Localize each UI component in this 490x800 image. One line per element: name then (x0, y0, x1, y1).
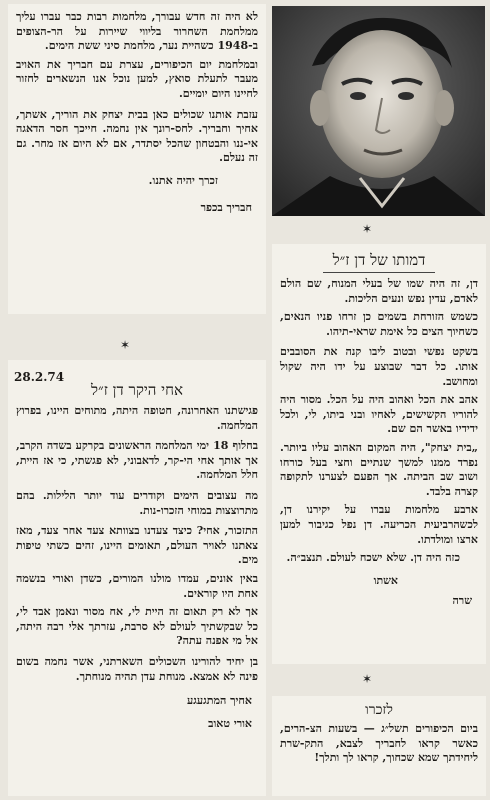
paragraph: כשמש הזורחת בשמים כן זרחו פניו הנאים, כשחיוך הצים כל אימת שראי-תיהו. (280, 310, 478, 338)
paragraph: ארבע מלחמות עברו על יקירנו דן, לכשהרביעית הכריעה. דן נפל כגיבור למען ארצו ומולדתו. (280, 503, 478, 546)
paragraph: כזה היה דן. שלא ישכח לעולם. תנצב״ה. (286, 551, 460, 565)
paragraph: אהב את הכל ואהוב היה על הכל. מסור היה להוריו הקשישים, לאחיו ובני ביתו, לי, ולכל ידידיו באשר הם שם. (280, 393, 478, 436)
paragraph: עזבת אותנו שכולים כאן בבית יצחק את הוריך, אשתך, אחיך וחבריך. לחס-רונך אין נחמה. חייכך חסר הדאגה אי-ננו והבטחון שהכל יסתדר, אם לא היום אז מחר. גם זה נעלם. (16, 107, 258, 165)
paragraph: התזכור, אחי? כיצד צעדנו בצוותא צעד אחר צעד, מאז צאתנו לאויר העולם, תאומים היינו, זהים כשתי טיפות מים. (16, 524, 258, 567)
paragraph: ובמלחמת יום הכיפורים, עצרת עם חבריך את האויב מעבר לתעלת סואץ, למען נוכל אנו הנשארים לחזור לחיינו היום יומיים. (16, 57, 258, 100)
left-bottom-clipping (8, 360, 266, 796)
right-bottom-clipping (272, 696, 486, 796)
paragraph: באין אונים, עמדו מולנו המורים, כשדן ואורי בנשמה אחת היו קוראים. (16, 571, 258, 600)
signature: חבריך בכפר (200, 200, 252, 214)
article-title: לזכרו (365, 702, 393, 718)
paragraph: לא היה זה חדש עבורך, מלחמות רבות כבר עברו עליך ממלחמת השחרור בליווי שיירות על הר-הצופים ב-1948 כשהיית נער, מלחמת סיני ששת הימים. (16, 10, 258, 53)
signature-line-2: שרה (452, 594, 472, 608)
date-label: 28.2.74 (14, 370, 65, 384)
portrait-photo (272, 6, 485, 216)
article-title: דמותו של דן ז״ל (280, 250, 478, 273)
signature-line-1: אשתו (373, 573, 398, 587)
signature-line-2: אורי טאוב (208, 716, 252, 730)
paragraph: אך לא רק תאום זה היית לי, אח מסור ונאמן אבד לי, כל שבקשתיך לעולם לא סרבת, עזרתך אלי רבה היתה, אל מי אפנה עתה? (16, 605, 258, 648)
signature-line-1: אחיך המתגעגע (187, 694, 252, 708)
star-separator-icon: ✶ (362, 222, 373, 236)
star-separator-icon: ✶ (120, 338, 131, 352)
paragraph: בן יחיד להורינו השכולים השארתני, אשר נחמה בשום פינה לא אמצא. מנוחת עדן תהיה מנוחתך. (16, 654, 258, 683)
paragraph: בשקט נפשי ובטוב ליבו קנה את הסובבים אותו. כל דבר שבוצע על ידו היה שקול ומחושב. (280, 345, 478, 388)
paragraph: בחלוף 18 ימי המלחמה הראשונים בקרקע בשדה הקרב, אך אותך אחי הי-קר, לדאבוני, לא פגשתי, כי אז היית, חלל המלחמה. (16, 439, 258, 482)
paragraph: דן, זה היה שמו של בעלי המנוח, שם הולם לאדם, עדין נפש ונעים הליכות. (280, 277, 478, 305)
closing-line: זכרך יהיה אתנו. (148, 173, 218, 187)
portrait-photo-image (272, 6, 485, 216)
paragraph: „בית יצחק", היה המקום האהוב עליו ביותר. נפרד ממנו למשך שנתיים וחצי בעל כורחו ושוב שב הביתה. אך הפעם לצערנו לתקופה קצרה בלבד. (280, 440, 478, 498)
paragraph: פגישתנו האחרונה, חטופה היתה, מתוחים היינו, בפרוץ המלחמה. (16, 404, 258, 432)
paragraph: מה עצובים הימים וקודרים עוד יותר הלילות. בהם מתרוצצות במוחי הזכרו-נות. (16, 488, 258, 517)
paragraph: ביום הכיפורים תשל״ג — בשעות הצ-הרים, כאשר קראו לחבריך לצבא, התק-שרת ליחידתך שמא שכחוך, קראו לך ותלך! (280, 722, 478, 765)
letter-title: אחי היקר דן ז״ל (90, 381, 183, 399)
right-mid-clipping (272, 244, 486, 664)
left-top-clipping (8, 4, 266, 314)
star-separator-icon: ✶ (362, 672, 373, 686)
